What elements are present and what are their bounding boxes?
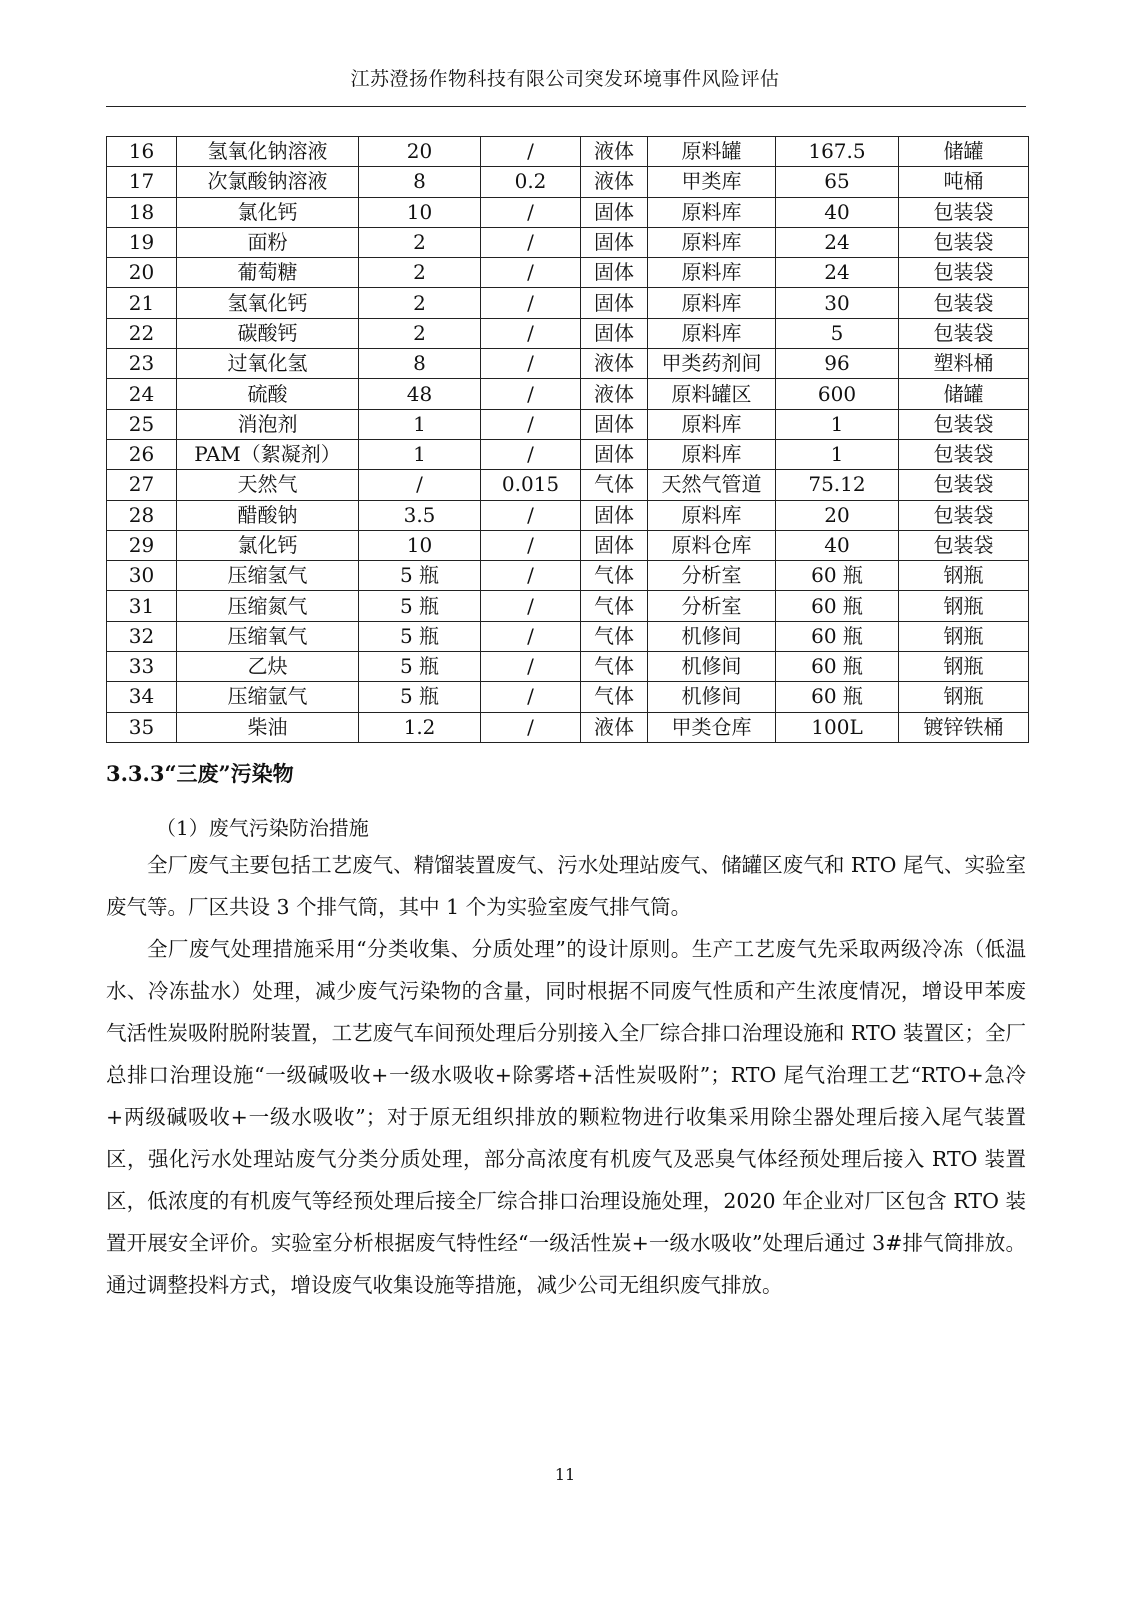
table-cell: 葡萄糖 [177, 258, 359, 288]
table-cell: 碳酸钙 [177, 318, 359, 348]
table-cell: 原料仓库 [648, 530, 776, 560]
table-cell: 22 [107, 318, 177, 348]
table-cell: 20 [776, 500, 899, 530]
table-cell: 100L [776, 712, 899, 742]
table-cell: 29 [107, 530, 177, 560]
table-cell: 包装袋 [899, 470, 1029, 500]
table-cell: 过氧化氢 [177, 349, 359, 379]
table-cell: 18 [107, 197, 177, 227]
table-cell: 原料库 [648, 288, 776, 318]
table-cell: 固体 [581, 530, 648, 560]
table-cell: 60 瓶 [776, 682, 899, 712]
table-cell: 固体 [581, 318, 648, 348]
table-row [107, 227, 1029, 257]
table-cell: 5 瓶 [359, 621, 481, 651]
table-cell: 原料库 [648, 197, 776, 227]
table-cell: / [359, 470, 481, 500]
table-cell: 机修间 [648, 621, 776, 651]
table-cell: 乙炔 [177, 652, 359, 682]
table-cell: 原料库 [648, 439, 776, 469]
table-cell: 气体 [581, 561, 648, 591]
table-cell: 1 [359, 439, 481, 469]
table-cell: 3.5 [359, 500, 481, 530]
table-cell: 面粉 [177, 227, 359, 257]
table-row [107, 561, 1029, 591]
table-cell: 40 [776, 530, 899, 560]
table-cell: / [481, 621, 581, 651]
table-cell: 塑料桶 [899, 349, 1029, 379]
table-cell: 包装袋 [899, 530, 1029, 560]
table-cell: 包装袋 [899, 197, 1029, 227]
table-cell: / [481, 258, 581, 288]
page-header-title: 江苏澄扬作物科技有限公司突发环境事件风险评估 [350, 68, 780, 90]
table-row [107, 409, 1029, 439]
table-cell: 2 [359, 258, 481, 288]
table-cell: / [481, 500, 581, 530]
table-cell: 19 [107, 227, 177, 257]
table-cell: 16 [107, 137, 177, 167]
table-cell: / [481, 288, 581, 318]
table-cell: 氢氧化钠溶液 [177, 137, 359, 167]
table-cell: 原料罐区 [648, 379, 776, 409]
table-cell: 1 [776, 439, 899, 469]
table-cell: 分析室 [648, 591, 776, 621]
table-cell: 吨桶 [899, 167, 1029, 197]
table-cell: 600 [776, 379, 899, 409]
table-cell: 27 [107, 470, 177, 500]
table-cell: 储罐 [899, 137, 1029, 167]
table-cell: 气体 [581, 621, 648, 651]
table-cell: 天然气 [177, 470, 359, 500]
table-cell: 液体 [581, 167, 648, 197]
table-row [107, 530, 1029, 560]
table-cell: / [481, 227, 581, 257]
table-cell: 氢氧化钙 [177, 288, 359, 318]
table-row [107, 258, 1029, 288]
table-cell: 24 [107, 379, 177, 409]
table-cell: 30 [776, 288, 899, 318]
table-cell: / [481, 137, 581, 167]
table-cell: 钢瓶 [899, 652, 1029, 682]
table-cell: 固体 [581, 500, 648, 530]
table-cell: 压缩氮气 [177, 591, 359, 621]
table-cell: 包装袋 [899, 500, 1029, 530]
table-cell: 2 [359, 318, 481, 348]
table-cell: 原料库 [648, 500, 776, 530]
table-row [107, 682, 1029, 712]
table-cell: 5 瓶 [359, 652, 481, 682]
table-cell: 8 [359, 349, 481, 379]
table-cell: 0.015 [481, 470, 581, 500]
table-cell: PAM（絮凝剂） [177, 439, 359, 469]
table-cell: 30 [107, 561, 177, 591]
table-cell: 原料库 [648, 409, 776, 439]
table-cell: / [481, 318, 581, 348]
table-cell: 32 [107, 621, 177, 651]
table-cell: 10 [359, 197, 481, 227]
table-cell: 34 [107, 682, 177, 712]
table-cell: 1.2 [359, 712, 481, 742]
table-cell: 硫酸 [177, 379, 359, 409]
section-heading: 3.3.3“三废”污染物 [106, 761, 294, 786]
table-row [107, 621, 1029, 651]
table-cell: 35 [107, 712, 177, 742]
table-cell: 天然气管道 [648, 470, 776, 500]
table-cell: 23 [107, 349, 177, 379]
table-cell: 60 瓶 [776, 621, 899, 651]
table-cell: / [481, 682, 581, 712]
table-cell: 原料罐 [648, 137, 776, 167]
table-cell: 8 [359, 167, 481, 197]
table-cell: 26 [107, 439, 177, 469]
paragraph: 全厂废气处理措施采用“分类收集、分质处理”的设计原则。生产工艺废气先采取两级冷冻（低温水、冷冻盐水）处理，减少废气污染物的含量，同时根据不同废气性质和产生浓度情况，增设甲苯废气活性炭吸附脱附装置，工艺废气车间预处理后分别接入全厂综合排口治理设施和 RTO 装置区；全厂总排口治理设施“一级碱吸收+一级水吸收+除雾塔+活性炭吸附”；RTO 尾气治理工艺“RTO+急冷+两级碱吸收+一级水吸收”；对于原无组织排放的颗粒物进行收集采用除尘器处理后接入尾气装置区，强化污水处理站废气分类分质处理，部分高浓度有机废气及恶臭气体经预处理后接入 RTO 装置区，低浓度的有机废气等经预处理后接全厂综合排口治理设施处理，2020 年企业对厂区包含 RTO 装置开展安全评价。实验室分析根据废气特性经“一级活性炭+一级水吸收”处理后通过 3#排气筒排放。通过调整投料方式，增设废气收集设施等措施，减少公司无组织废气排放。 [106, 937, 1026, 1297]
table-cell: 钢瓶 [899, 591, 1029, 621]
table-cell: 固体 [581, 409, 648, 439]
table-cell: 固体 [581, 197, 648, 227]
table-cell: 液体 [581, 349, 648, 379]
table-cell: 液体 [581, 712, 648, 742]
table-cell: 氯化钙 [177, 197, 359, 227]
table-cell: 包装袋 [899, 227, 1029, 257]
table-cell: 包装袋 [899, 409, 1029, 439]
table-cell: 原料库 [648, 227, 776, 257]
page-number: 11 [554, 1465, 576, 1484]
table-cell: / [481, 349, 581, 379]
table-cell: 次氯酸钠溶液 [177, 167, 359, 197]
table-cell: 机修间 [648, 682, 776, 712]
table-cell: 167.5 [776, 137, 899, 167]
table-cell: 2 [359, 227, 481, 257]
table-cell: 机修间 [648, 652, 776, 682]
table-row [107, 197, 1029, 227]
table-cell: 5 [776, 318, 899, 348]
table-cell: 24 [776, 258, 899, 288]
table-row [107, 470, 1029, 500]
table-cell: 甲类仓库 [648, 712, 776, 742]
table-cell: 65 [776, 167, 899, 197]
table-cell: 氯化钙 [177, 530, 359, 560]
table-cell: / [481, 530, 581, 560]
table-cell: 5 瓶 [359, 591, 481, 621]
table-cell: 0.2 [481, 167, 581, 197]
table-cell: 33 [107, 652, 177, 682]
table-cell: 气体 [581, 470, 648, 500]
table-row [107, 318, 1029, 348]
table-cell: 气体 [581, 652, 648, 682]
table-row [107, 137, 1029, 167]
table-cell: 原料库 [648, 258, 776, 288]
table-row [107, 591, 1029, 621]
table-cell: / [481, 591, 581, 621]
table-cell: 40 [776, 197, 899, 227]
table-cell: 10 [359, 530, 481, 560]
table-cell: 甲类药剂间 [648, 349, 776, 379]
table-cell: 分析室 [648, 561, 776, 591]
table-row [107, 652, 1029, 682]
table-row [107, 379, 1029, 409]
table-cell: 醋酸钠 [177, 500, 359, 530]
table-cell: 20 [107, 258, 177, 288]
header-divider [106, 106, 1026, 107]
table-row [107, 349, 1029, 379]
table-row [107, 288, 1029, 318]
table-cell: 25 [107, 409, 177, 439]
table-cell: / [481, 561, 581, 591]
table-cell: 压缩氩气 [177, 682, 359, 712]
table-cell: 60 瓶 [776, 561, 899, 591]
table-cell: 包装袋 [899, 318, 1029, 348]
table-cell: 60 瓶 [776, 652, 899, 682]
table-row [107, 712, 1029, 742]
table-cell: 包装袋 [899, 439, 1029, 469]
table-cell: 消泡剂 [177, 409, 359, 439]
table-cell: 60 瓶 [776, 591, 899, 621]
table-cell: 钢瓶 [899, 561, 1029, 591]
table-row [107, 439, 1029, 469]
table-cell: 5 瓶 [359, 561, 481, 591]
table-cell: 包装袋 [899, 258, 1029, 288]
table-body [107, 137, 1029, 743]
chemical-inventory-table [106, 136, 1029, 743]
table-row [107, 167, 1029, 197]
table-cell: 钢瓶 [899, 682, 1029, 712]
table-cell: 甲类库 [648, 167, 776, 197]
table-cell: 镀锌铁桶 [899, 712, 1029, 742]
table-cell: 液体 [581, 137, 648, 167]
table-cell: 20 [359, 137, 481, 167]
table-cell: 原料库 [648, 318, 776, 348]
table-cell: / [481, 379, 581, 409]
table-cell: 压缩氧气 [177, 621, 359, 651]
table-cell: 1 [359, 409, 481, 439]
table-cell: 1 [776, 409, 899, 439]
table-cell: 液体 [581, 379, 648, 409]
table-cell: 75.12 [776, 470, 899, 500]
table-cell: 31 [107, 591, 177, 621]
table-cell: 48 [359, 379, 481, 409]
table-cell: 固体 [581, 439, 648, 469]
table-cell: 21 [107, 288, 177, 318]
table-cell: / [481, 409, 581, 439]
table-cell: / [481, 439, 581, 469]
table-cell: 96 [776, 349, 899, 379]
table-cell: 17 [107, 167, 177, 197]
table-cell: / [481, 712, 581, 742]
paragraph: 全厂废气主要包括工艺废气、精馏装置废气、污水处理站废气、储罐区废气和 RTO 尾气、实验室废气等。厂区共设 3 个排气筒，其中 1 个为实验室废气排气筒。 [106, 853, 1026, 919]
table-cell: 固体 [581, 288, 648, 318]
table-cell: / [481, 652, 581, 682]
table-row [107, 500, 1029, 530]
table-cell: / [481, 197, 581, 227]
table-cell: 24 [776, 227, 899, 257]
subsection-heading: （1）废气污染防治措施 [156, 816, 369, 840]
table-cell: 28 [107, 500, 177, 530]
table-cell: 柴油 [177, 712, 359, 742]
table-cell: 固体 [581, 258, 648, 288]
table-cell: 钢瓶 [899, 621, 1029, 651]
table-cell: 储罐 [899, 379, 1029, 409]
table-cell: 固体 [581, 227, 648, 257]
table-cell: 2 [359, 288, 481, 318]
table-cell: 气体 [581, 591, 648, 621]
table-cell: 包装袋 [899, 288, 1029, 318]
table-cell: 压缩氢气 [177, 561, 359, 591]
table-cell: 气体 [581, 682, 648, 712]
table-cell: 5 瓶 [359, 682, 481, 712]
